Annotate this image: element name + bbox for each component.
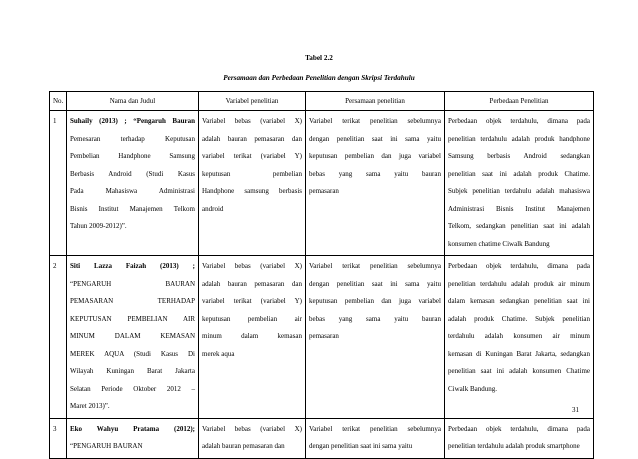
cell-text-line: keputusan pembelian air	[202, 314, 302, 323]
cell-text-line: Selatan Periode Oktober 2012 –	[70, 384, 195, 393]
table-title: Tabel 2.2	[305, 54, 333, 62]
header-nama-judul: Nama dan Judul	[67, 92, 199, 111]
header-perbedaan: Perbedaan Penelitian	[445, 92, 594, 111]
cell-text-line: Berbasis Android (Studi Kasus	[70, 169, 195, 178]
cell-text-line: Wilayah Kuningan Barat Jakarta	[70, 367, 195, 375]
cell-text-line: Eko Wahyu Pratama (2012);	[70, 424, 195, 433]
cell-text-line: adalah produk Chatime. Subjek penelitian	[448, 314, 590, 323]
cell-perbedaan	[445, 256, 594, 419]
cell-text-line: keputusan pembelian	[202, 169, 302, 178]
cell-text-line: bebas yang sama yaitu bauran	[309, 314, 441, 323]
cell-text-line: Perbedaan objek terdahulu, dimana pada	[448, 262, 590, 270]
cell-text-line: Handphone samsung berbasis	[202, 187, 302, 195]
cell-text-line: penelitian saat ini adalah konsumen Chatime	[448, 367, 590, 375]
cell-text-line: bebas yang sama yaitu bauran	[309, 169, 441, 178]
header-persamaan: Persamaan penelitian	[306, 92, 445, 111]
cell-variabel	[199, 111, 306, 256]
cell-text-line: Variabel terikat penelitian sebelumnya	[309, 424, 441, 433]
cell-text-line: kemasan di Kuningan Barat Jakarta, sedangkan	[448, 349, 590, 358]
cell-text-line: dengan penelitian saat ini sama yaitu	[309, 279, 441, 288]
cell-text-line: Siti Lazza Faizah (2013) ;	[70, 262, 195, 270]
cell-text-line: merek aqua	[202, 349, 235, 358]
cell-variabel	[199, 418, 306, 458]
cell-persamaan	[306, 256, 445, 419]
cell-variabel	[199, 256, 306, 419]
header-variabel: Variabel penelitian	[199, 92, 306, 111]
cell-text-line: adalah bauran pemasaran dan	[202, 442, 285, 450]
cell-text-line: Subjek penelitian terdahulu adalah mahasiswa	[448, 187, 590, 195]
cell-text-line: Bisnis Institut Manajemen Telkom	[70, 204, 195, 213]
cell-text-line: keputusan pembelian dan juga variabel	[309, 152, 441, 160]
cell-text-line: penelitian terdahulu adalah produk air minum	[448, 279, 590, 288]
comparison-table	[49, 91, 594, 459]
cell-no: 2	[50, 256, 67, 419]
cell-text-line: pemasaran	[309, 332, 339, 340]
cell-no: 1	[50, 111, 67, 256]
cell-text-line: Ciwalk Bandung.	[448, 384, 497, 393]
cell-text-line: terdahulu adalah konsumen air minum	[448, 332, 590, 340]
cell-text-line: dalam kemasan sedangkan penelitian saat ini	[448, 297, 590, 305]
cell-text-line: Maret 2013)”.	[70, 402, 110, 410]
cell-text-line: “PENGARUH BAURAN	[70, 442, 143, 450]
cell-nama-judul	[67, 418, 199, 458]
header-no: No.	[50, 92, 67, 111]
cell-persamaan	[306, 111, 445, 256]
cell-nama-judul	[67, 256, 199, 419]
cell-text-line: Variabel bebas (variabel X)	[202, 262, 302, 270]
cell-text-line: Pemesaran terhadap Keputusan	[70, 134, 195, 143]
table-subtitle: Persamaan dan Perbedaan Penelitian dengan Skripsi Terdahulu	[223, 74, 415, 82]
table-row	[50, 111, 594, 256]
cell-text-line: adalah bauran pemasaran dan	[202, 134, 302, 143]
cell-text-line: Administrasi Bisnis Institut Manajemen	[448, 204, 590, 213]
cell-text-line: adalah bauran pemasaran dan	[202, 279, 302, 288]
cell-text-line: variabel terikat (variabel Y)	[202, 152, 302, 160]
table-row	[50, 418, 594, 458]
cell-text-line: KEPUTUSAN PEMBELIAN AIR	[70, 314, 195, 323]
cell-text-line: Telkom, sedangkan penelitian saat ini adalah	[448, 222, 590, 230]
cell-text-line: Suhaily (2013) ; “Pengaruh Bauran	[70, 117, 195, 125]
cell-text-line: Perbedaan objek terdahulu, dimana pada	[448, 424, 590, 433]
cell-text-line: penelitian terdahulu adalah produk handphone	[448, 134, 590, 143]
cell-text-line: Samsung berbasis Android sedangkan	[448, 152, 590, 160]
cell-text-line: Variabel bebas (variabel X)	[202, 117, 302, 125]
cell-text-line: Pembelian Handphone Samsung	[70, 152, 195, 160]
cell-perbedaan	[445, 418, 594, 458]
cell-text-line: dengan penelitian saat ini sama yaitu	[309, 442, 413, 450]
cell-text-line: Perbedaan objek terdahulu, dimana pada	[448, 117, 590, 125]
cell-text-line: minum dalam kemasan	[202, 332, 302, 340]
cell-text-line: pemasaran	[309, 187, 339, 195]
table-header-row	[50, 92, 594, 111]
cell-text-line: Variabel bebas (variabel X)	[202, 424, 302, 433]
cell-text-line: dengan penelitian saat ini sama yaitu	[309, 134, 441, 143]
table-row	[50, 256, 594, 419]
page-number: 31	[572, 406, 579, 414]
cell-text-line: PEMASARAN TERHADAP	[70, 297, 195, 305]
cell-text-line: Variabel terikat penelitian sebelumnya	[309, 262, 441, 270]
cell-nama-judul	[67, 111, 199, 256]
cell-text-line: konsumen chatime Ciwalk Bandung	[448, 239, 550, 248]
cell-text-line: “PENGARUH BAURAN	[70, 279, 195, 288]
cell-persamaan	[306, 418, 445, 458]
cell-text-line: penelitian saat ini adalah produk Chatime.	[448, 169, 590, 178]
cell-no: 3	[50, 418, 67, 458]
cell-text-line: android	[202, 204, 224, 213]
cell-text-line: keputusan pembelian dan juga variabel	[309, 297, 441, 305]
cell-text-line: Variabel terikat penelitian sebelumnya	[309, 117, 441, 125]
cell-text-line: MEREK AQUA (Studi Kasus Di	[70, 349, 195, 358]
cell-text-line: MINUM DALAM KEMASAN	[70, 332, 195, 340]
cell-perbedaan	[445, 111, 594, 256]
cell-text-line: variabel terikat (variabel Y)	[202, 297, 302, 305]
cell-text-line: penelitian terdahulu adalah produk smartphone	[448, 442, 580, 450]
cell-text-line: Tahun 2009-2012)”.	[70, 222, 127, 230]
cell-text-line: Pada Mahasiswa Administrasi	[70, 187, 195, 195]
